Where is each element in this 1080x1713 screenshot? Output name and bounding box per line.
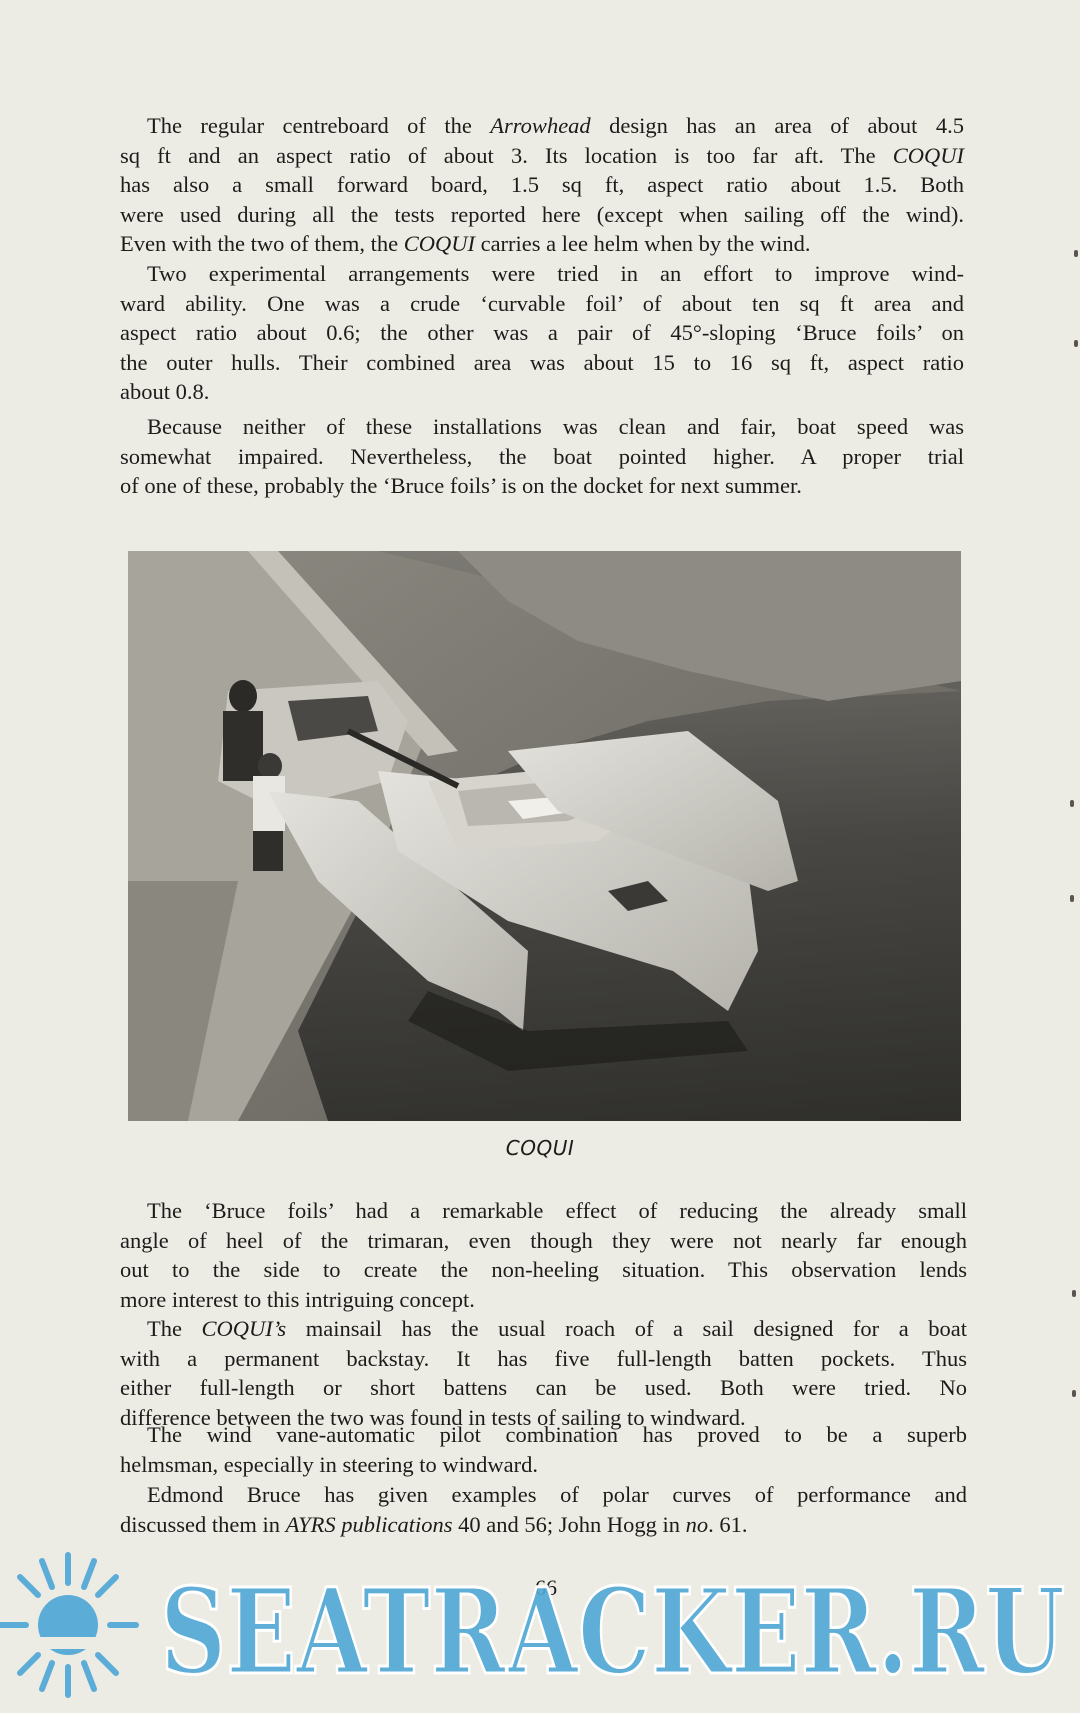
text-segment: Even with the two of them, the [120, 231, 404, 257]
scan-speck [1070, 800, 1074, 807]
text-segment: about 0.8. [120, 379, 210, 405]
text-segment: discussed them in [120, 1511, 286, 1537]
paragraph-installations [120, 412, 964, 501]
text-line [120, 259, 964, 289]
scan-speck [1074, 250, 1078, 257]
text-segment: Two experimental arrangements were tried in an effort to improve wind- [147, 261, 964, 286]
text-line [120, 1450, 967, 1480]
paragraph-bruce-foils-effect [120, 1196, 967, 1314]
text-line [120, 289, 964, 319]
text-segment: has also a small forward board, 1.5 sq ft, aspect ratio about 1.5. Both [120, 172, 964, 198]
text-line [120, 229, 964, 259]
text-line [120, 471, 964, 501]
photo-caption: COQUI [505, 1136, 575, 1160]
text-line [120, 318, 964, 348]
text-segment: out to the side to create the non-heeling situation. This observation lends [120, 1257, 967, 1283]
text-line [120, 412, 964, 442]
text-line [120, 1373, 967, 1403]
text-line [120, 1480, 967, 1510]
text-line [120, 170, 964, 200]
text-segment: The regular centreboard of the [147, 113, 491, 138]
text-segment: Because neither of these installations was clean and fair, boat speed was [147, 414, 964, 439]
text-segment: design has an area of about 4.5 [590, 113, 964, 138]
text-segment: ward ability. One was a crude ‘curvable foil’ of about ten sq ft area and [120, 290, 964, 316]
text-line [120, 442, 964, 472]
scan-speck [1072, 1290, 1076, 1297]
text-line [120, 111, 964, 141]
text-segment: with a permanent backstay. It has five full-length batten pockets. Thus [120, 1345, 967, 1371]
italic-title: AYRS publications [285, 1511, 453, 1537]
text-segment: aspect ratio about 0.6; the other was a pair of 45°-sloping ‘Bruce foils’ on [120, 320, 964, 346]
text-line [120, 377, 964, 407]
text-line [120, 1285, 967, 1315]
text-line [120, 1196, 967, 1226]
paragraph-experimental-arrangements [120, 259, 964, 407]
scan-speck [1070, 895, 1074, 902]
italic-title: Arrowhead [490, 113, 591, 138]
paragraph-centreboard [120, 111, 964, 259]
text-segment: mainsail has the usual roach of a sail designed for a boat [286, 1316, 967, 1341]
text-segment: more interest to this intriguing concept. [120, 1286, 475, 1312]
text-segment: Edmond Bruce has given examples of polar curves of performance and [147, 1482, 967, 1507]
page-number: 66 [535, 1575, 557, 1600]
scan-speck [1072, 1390, 1076, 1397]
italic-title: COQUI’s [201, 1316, 287, 1341]
text-segment: 40 and 56; John Hogg in [452, 1511, 686, 1537]
seatracker-watermark [0, 1545, 1080, 1709]
paragraph-wind-vane [120, 1420, 967, 1479]
sun-logo-icon [0, 1555, 136, 1695]
text-segment: carries a lee helm when by the wind. [474, 231, 811, 257]
text-segment: of one of these, probably the ‘Bruce foils’ is on the docket for next summer. [120, 473, 802, 499]
italic-title: COQUI [892, 142, 964, 168]
text-line [120, 1420, 967, 1450]
text-line [120, 1255, 967, 1285]
text-line [120, 348, 964, 378]
text-segment: were used during all the tests reported here (except when sailing off the wind). [120, 201, 964, 227]
text-segment: either full-length or short battens can be used. Both were tried. No [120, 1375, 967, 1401]
text-line [120, 200, 964, 230]
text-line [120, 1226, 967, 1256]
text-line [120, 141, 964, 171]
text-segment: difference between the two was found in tests of sailing to windward. [120, 1404, 746, 1430]
italic-title: no [685, 1511, 709, 1537]
text-segment: the outer hulls. Their combined area was about 15 to 16 sq ft, aspect ratio [120, 349, 964, 375]
text-segment: The [147, 1316, 202, 1341]
text-segment: somewhat impaired. Nevertheless, the boat pointed higher. A proper trial [120, 443, 964, 469]
text-segment: . 61. [708, 1511, 748, 1537]
paragraph-polar-curves [120, 1480, 967, 1539]
text-segment: sq ft and an aspect ratio of about 3. Its location is too far aft. The [120, 142, 893, 168]
text-segment: helmsman, especially in steering to windward. [120, 1451, 539, 1477]
text-segment: angle of heel of the trimaran, even though they were not nearly far enough [120, 1227, 967, 1253]
text-segment: The wind vane-automatic pilot combination has proved to be a superb [147, 1422, 967, 1447]
watermark-text: SEATRACKER.RU [160, 1562, 1065, 1701]
text-segment: The ‘Bruce foils’ had a remarkable effect of reducing the already small [147, 1198, 967, 1223]
text-line [120, 1344, 967, 1374]
scan-speck [1074, 340, 1078, 347]
italic-title: COQUI [403, 231, 475, 257]
text-line [120, 1510, 967, 1540]
paragraph-mainsail [120, 1314, 967, 1432]
text-line [120, 1314, 967, 1344]
coqui-trimaran-photo [128, 551, 961, 1121]
